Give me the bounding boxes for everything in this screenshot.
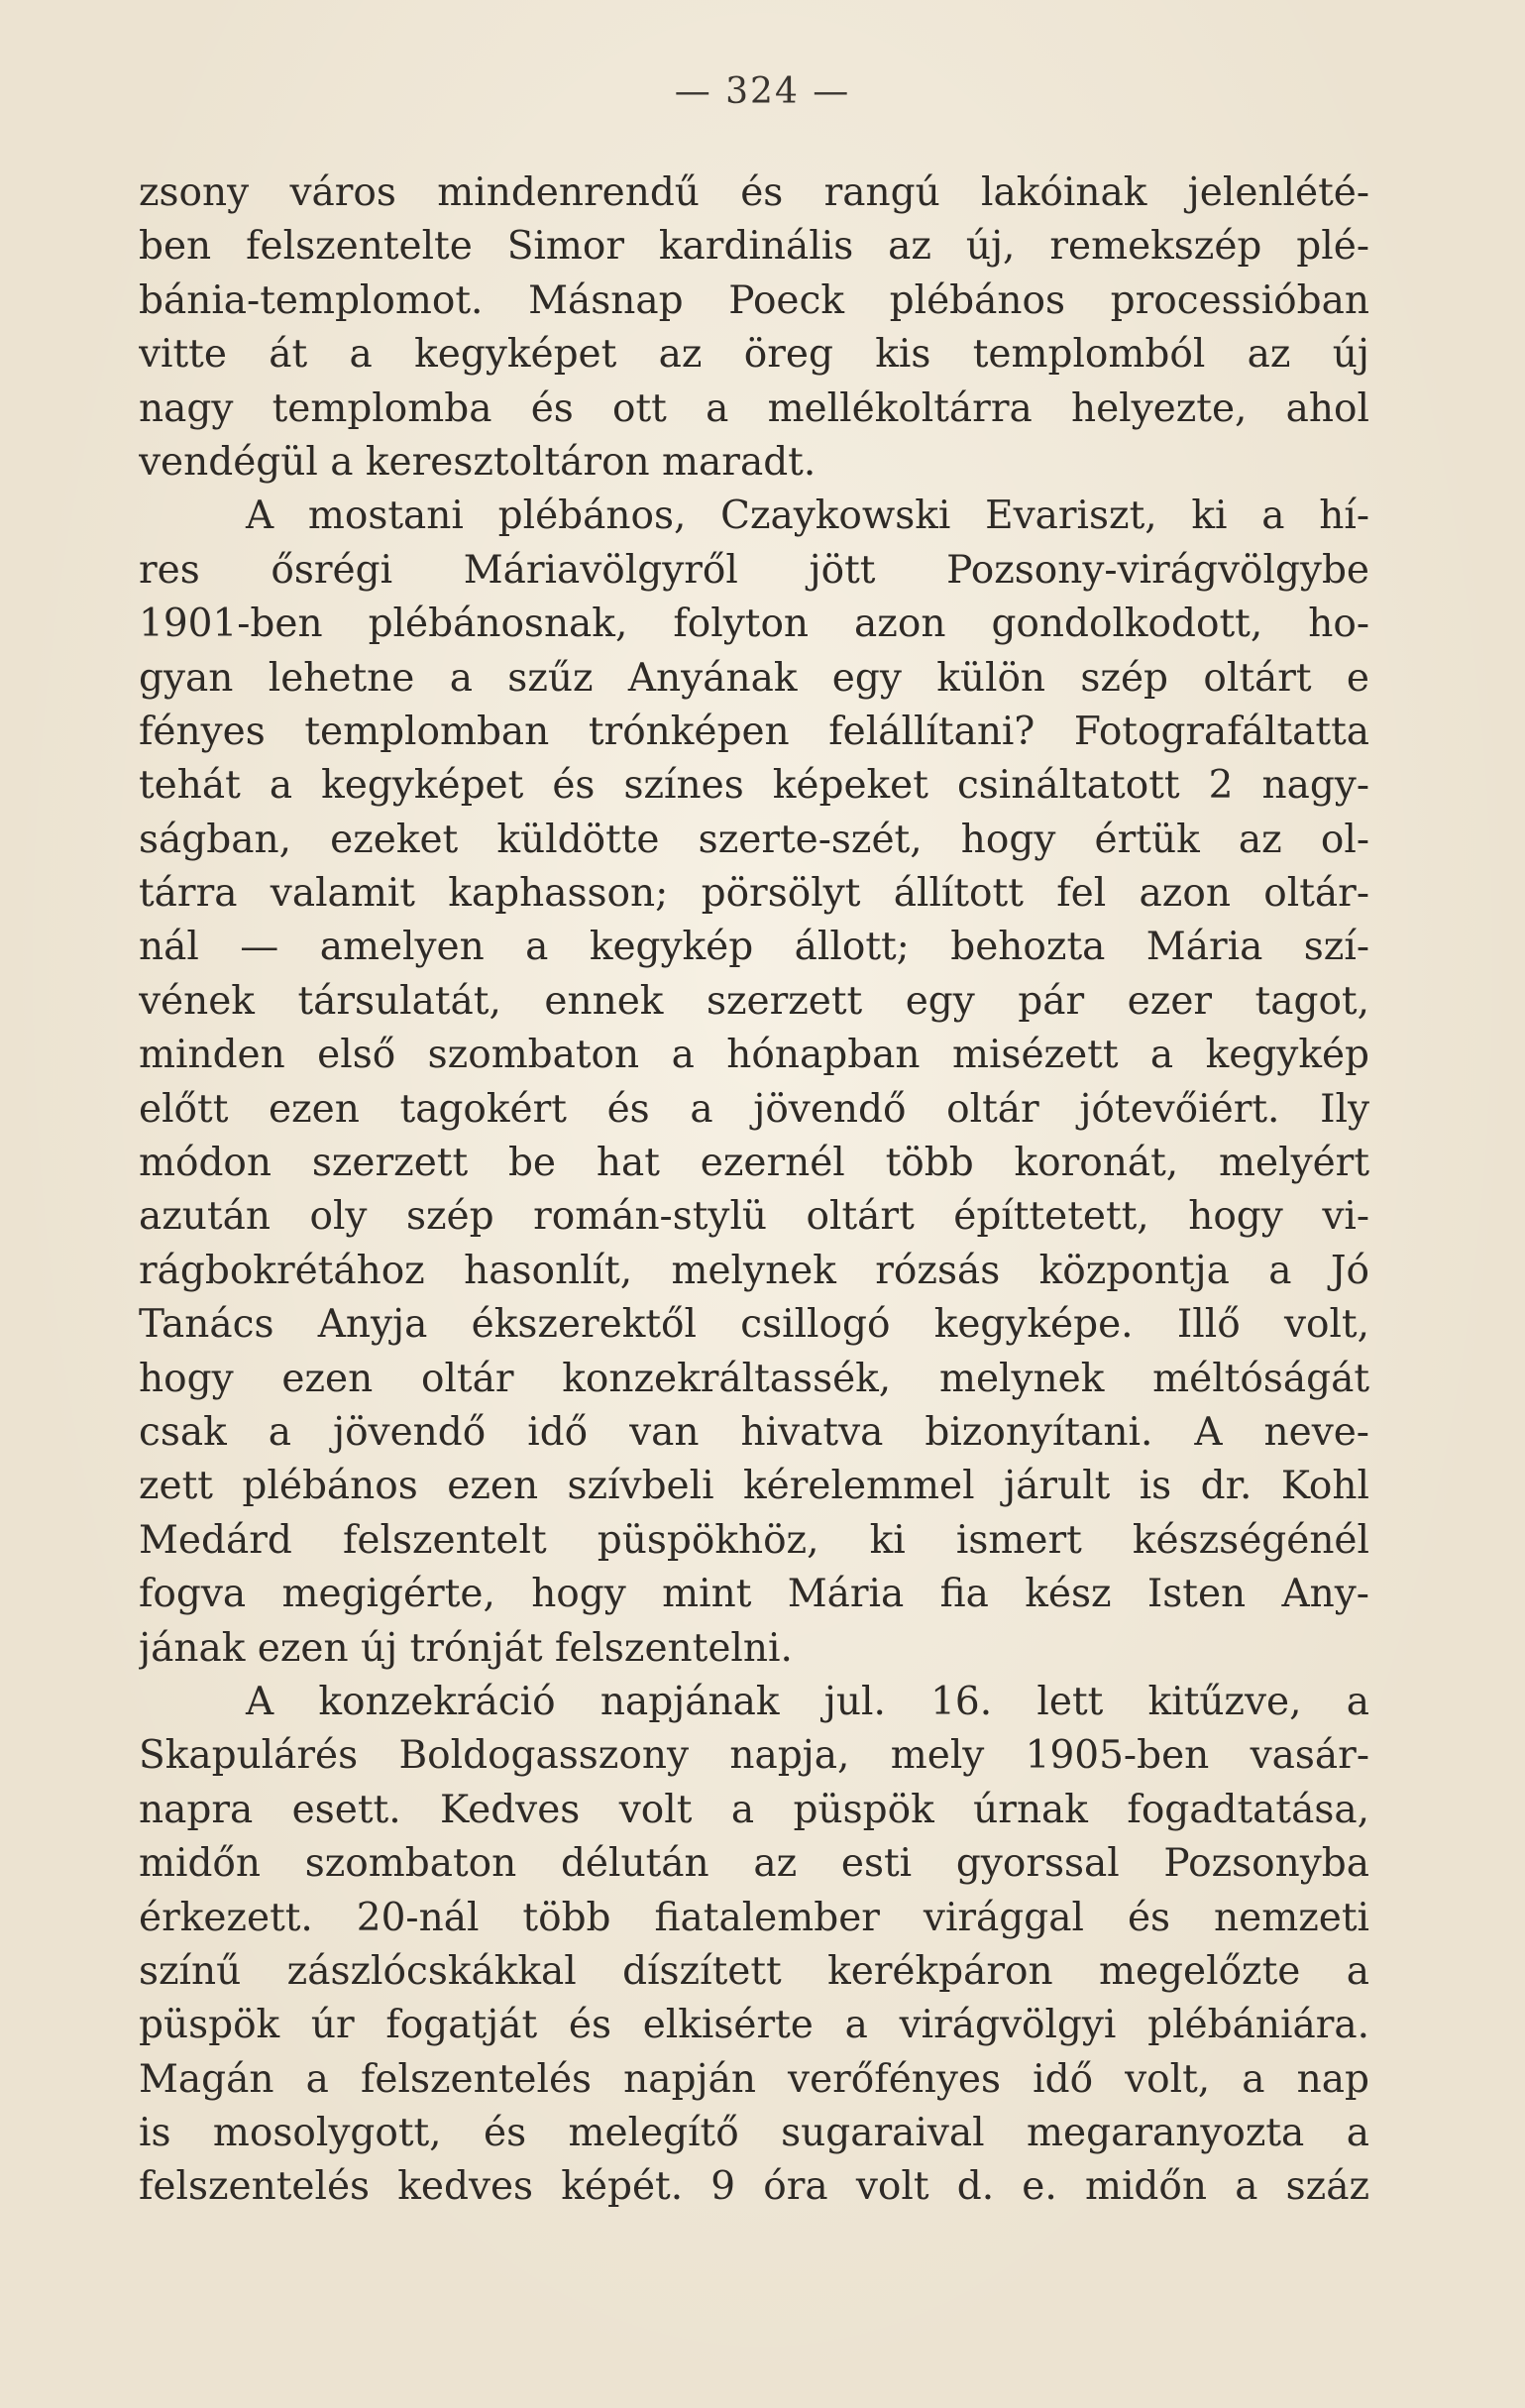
text-line: zett plébános ezen szívbeli kérelemmel járult is dr. Kohl xyxy=(139,1464,1369,1509)
text-line: 1901-ben plébánosnak, folyton azon gondolkodott, ho- xyxy=(139,602,1369,647)
text-line: tehát a kegyképet és színes képeket csináltatott 2 nagy- xyxy=(139,763,1369,809)
text-line: is mosolygott, és melegítő sugaraival megaranyozta a xyxy=(139,2111,1369,2156)
paragraph-start-line: A mostani plébános, Czaykowski Evariszt, ki a hí- xyxy=(246,493,1369,539)
text-line: bánia-templomot. Másnap Poeck plébános processióban xyxy=(139,277,1369,323)
text-line: hogy ezen oltár konzekráltassék, melynek méltóságát xyxy=(139,1356,1369,1401)
text-line: Tanács Anyja ékszerektől csillogó kegyképe. Illő volt, xyxy=(139,1302,1369,1348)
text-line: ságban, ezeket küldötte szerte-szét, hogy értük az ol- xyxy=(139,817,1369,862)
paragraph-end-line: vendégül a keresztoltáron maradt. xyxy=(139,439,817,485)
body-text xyxy=(139,166,1369,2215)
text-line: vitte át a kegyképet az öreg kis templomból az új xyxy=(139,332,1369,378)
text-line: tárra valamit kaphasson; pörsölyt állított fel azon oltár- xyxy=(139,871,1369,917)
text-line: csak a jövendő idő van hivatva bizonyítani. A neve- xyxy=(139,1409,1369,1455)
text-line: előtt ezen tagokért és a jövendő oltár jótevőiért. Ily xyxy=(139,1086,1369,1132)
text-line: érkezett. 20-nál több fiatalember virággal és nemzeti xyxy=(139,1895,1369,1940)
text-line: res ősrégi Máriavölgyről jött Pozsony-virágvölgybe xyxy=(139,547,1369,593)
text-line: színű zászlócskákkal díszített kerékpáron megelőzte a xyxy=(139,1948,1369,1994)
text-line: ben felszentelte Simor kardinális az új, remekszép plé- xyxy=(139,224,1369,270)
text-line: püspök úr fogatját és elkisérte a virágvölgyi plébániára. xyxy=(139,2003,1369,2048)
text-line: zsony város mindenrendű és rangú lakóinak jelenlété- xyxy=(139,170,1369,215)
text-line: felszentelés kedves képét. 9 óra volt d. e. midőn a száz xyxy=(139,2164,1369,2210)
text-line: nagy templomba és ott a mellékoltárra helyezte, ahol xyxy=(139,385,1369,431)
text-line: minden első szombaton a hónapban misézett a kegykép xyxy=(139,1033,1369,1078)
text-line: midőn szombaton délután az esti gyorssal Pozsonyba xyxy=(139,1841,1369,1887)
page-number: — 324 — xyxy=(674,71,851,112)
text-line: Magán a felszentelés napján verőfényes idő volt, a nap xyxy=(139,2056,1369,2102)
text-line: gyan lehetne a szűz Anyának egy külön szép oltárt e xyxy=(139,655,1369,701)
text-line: módon szerzett be hat ezernél több koronát, melyért xyxy=(139,1141,1369,1186)
paragraph-start-line: A konzekráció napjának jul. 16. lett kitűzve, a xyxy=(246,1679,1369,1724)
text-line: fényes templomban trónképen felállítani? Fotografáltatta xyxy=(139,709,1369,754)
text-line: nál — amelyen a kegykép állott; behozta Mária szí- xyxy=(139,925,1369,970)
text-line: rágbokrétához hasonlít, melynek rózsás központja a Jó xyxy=(139,1248,1369,1293)
text-line: Skapulárés Boldogasszony napja, mely 1905-ben vasár- xyxy=(139,1733,1369,1779)
text-line: vének társulatát, ennek szerzett egy pár ezer tagot, xyxy=(139,978,1369,1024)
text-line: Medárd felszentelt püspökhöz, ki ismert készségénél xyxy=(139,1517,1369,1563)
text-line: azután oly szép román-stylü oltárt építtetett, hogy vi- xyxy=(139,1194,1369,1240)
paragraph-end-line: jának ezen új trónját felszentelni. xyxy=(139,1625,793,1671)
text-line: fogva megigérte, hogy mint Mária fia kész Isten Any- xyxy=(139,1572,1369,1617)
text-line: napra esett. Kedves volt a püspök úrnak fogadtatása, xyxy=(139,1787,1369,1832)
